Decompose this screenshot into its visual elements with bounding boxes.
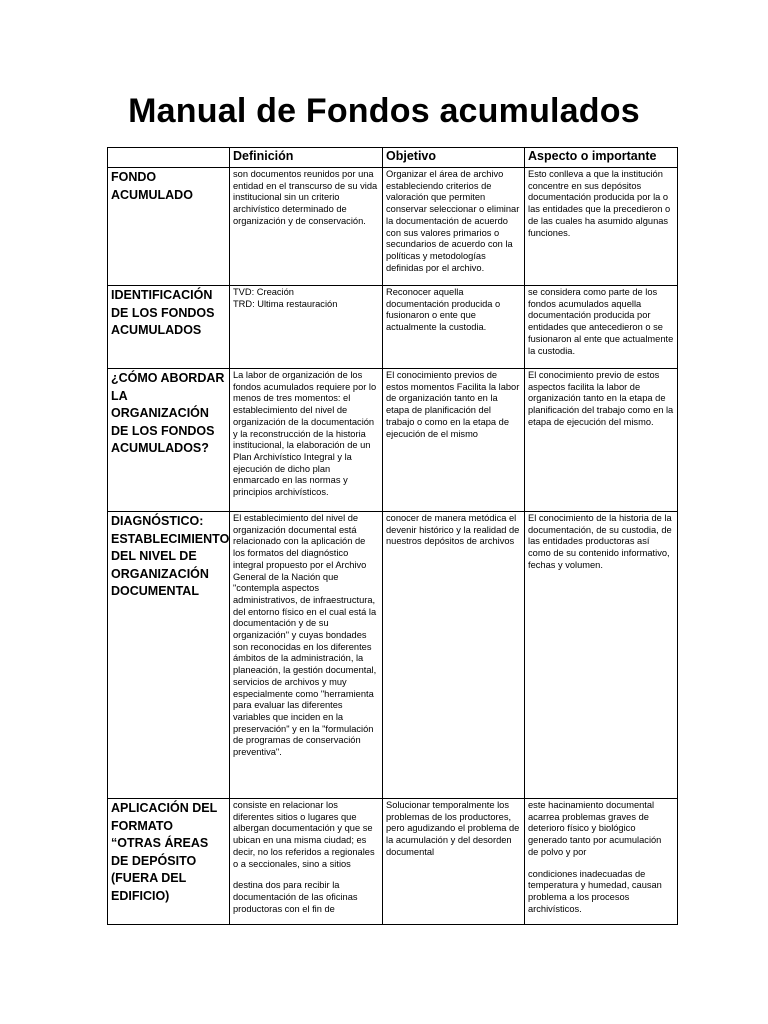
cell-text: son documentos reunidos por una entidad en el transcurso de su vida institucional sin un criterio archivístico determinado de organización y de conservación. [233, 169, 378, 226]
aspecto-cell [525, 799, 678, 925]
page-title: Manual de Fondos acumulados [128, 92, 640, 130]
objetivo-cell [383, 799, 525, 925]
cell-text: este hacinamiento documental acarrea problemas graves de deterioro físico y biológico generado tanto por acumulación de polvo y por [528, 800, 662, 857]
aspecto-cell [525, 286, 678, 369]
cell-text: La labor de organización de los fondos acumulados requiere por lo menos de tres momentos: el establecimiento del nivel de organización de la documentación y la reconstrucción de la historia institucional, la elaboración de un Plan Archivístico Integral y la ejecución de dicho plan enmarcado en las normas y principios archivísticos. [233, 370, 377, 498]
cell-text: El conocimiento previos de estos momentos Facilita la labor de organización tanto en la etapa de planificación del trabajo o como en la etapa de ejecución de el mismo [386, 370, 520, 439]
header-row [108, 148, 678, 168]
fondos-table [107, 147, 678, 925]
header-aspecto: Aspecto o importante [525, 148, 678, 168]
cell-text: El conocimiento previo de estos aspectos facilita la labor de organización tanto en la etapa de planificación del trabajo como en la etapa de ejecución del mismo. [528, 370, 674, 427]
objetivo-cell [383, 286, 525, 369]
row-heading: APLICACIÓN DEL FORMATO “OTRAS ÁREAS DE DEPÓSITO (FUERA DEL EDIFICIO) [108, 799, 230, 925]
header-objetivo: Objetivo [383, 148, 525, 168]
cell-text: conocer de manera metódica el devenir histórico y la realidad de nuestros depósitos de archivos [386, 513, 520, 547]
aspecto-cell [525, 168, 678, 286]
cell-text: se considera como parte de los fondos acumulados aquella documentación producida por entidades que antecedieron o se fusionaron al ente que actualmente la custodia. [528, 287, 674, 356]
objetivo-cell [383, 512, 525, 799]
cell-text: Organizar el área de archivo estableciendo criterios de valoración que permiten conservar seleccionar o eliminar la documentación de acuerdo con sus valores primarios o secundarios de acuerdo con la políticas y metodologías definidas por el archivo. [386, 169, 520, 273]
cell-text: condiciones inadecuadas de temperatura y humedad, causan problema a los procesos archivísticos. [528, 868, 662, 914]
row-heading: DIAGNÓSTICO: ESTABLECIMIENTO DEL NIVEL DE ORGANIZACIÓN DOCUMENTAL [108, 512, 230, 799]
row-heading: IDENTIFICACIÓN DE LOS FONDOS ACUMULADOS [108, 286, 230, 369]
aspecto-cell [525, 369, 678, 512]
aspecto-cell [525, 512, 678, 799]
cell-text: El establecimiento del nivel de organización documental está relacionado con la aplicación de los formatos del diagnóstico integral propuesto por el Archivo General de la Nación que "contempla aspectos administrativos, de infraestructura, del entorno físico en el cual está la documentación y de su organización" y cuyas bondades son reconocidas en los diferentes ámbitos de la administración, la planeación, la gestión documental, servicios de archivos y muy especialmente como "herramienta para evaluar las diferentes variables que inciden en la preservación" y en la "formulación de programas de conservación preventiva". [233, 513, 377, 758]
objetivo-cell [383, 369, 525, 512]
header-blank [108, 148, 230, 168]
objetivo-cell [383, 168, 525, 286]
definicion-cell [230, 168, 383, 286]
cell-text: consiste en relacionar los diferentes sitios o lugares que albergan documentación y que se ubican en una misma ciudad; es decir, no los referidos a regionales o a seccionales, sino a sitios [233, 800, 375, 869]
cell-text: Esto conlleva a que la institución concentre en sus depósitos documentación producida por la o las entidades que la precedieron o de las cuales ha asumido algunas funciones. [528, 169, 671, 238]
cell-text: destina dos para recibir la documentación de las oficinas productoras con el fin de [233, 880, 358, 914]
header-definicion: Definición [230, 148, 383, 168]
cell-text: El conocimiento de la historia de la documentación, de su custodia, de las entidades productoras así como de su contenido informativo, fechas y volumen. [528, 513, 672, 570]
cell-text: Reconocer aquella documentación producida o fusionaron o ente que actualmente la custodia. [386, 287, 501, 333]
table-row [108, 168, 678, 286]
row-heading: FONDO ACUMULADO [108, 168, 230, 286]
definicion-cell [230, 286, 383, 369]
definicion-cell [230, 799, 383, 925]
definicion-cell [230, 369, 383, 512]
table-row [108, 512, 678, 799]
definicion-cell [230, 512, 383, 799]
table-row [108, 799, 678, 925]
row-heading: ¿CÓMO ABORDAR LA ORGANIZACIÓN DE LOS FONDOS ACUMULADOS? [108, 369, 230, 512]
cell-text: TVD: Creación [233, 287, 294, 297]
table-row [108, 286, 678, 369]
table-row [108, 369, 678, 512]
cell-text: Solucionar temporalmente los problemas de los productores, pero agudizando el problema de la acumulación y del desorden documental [386, 800, 520, 857]
cell-text: TRD: Ultima restauración [233, 298, 338, 309]
